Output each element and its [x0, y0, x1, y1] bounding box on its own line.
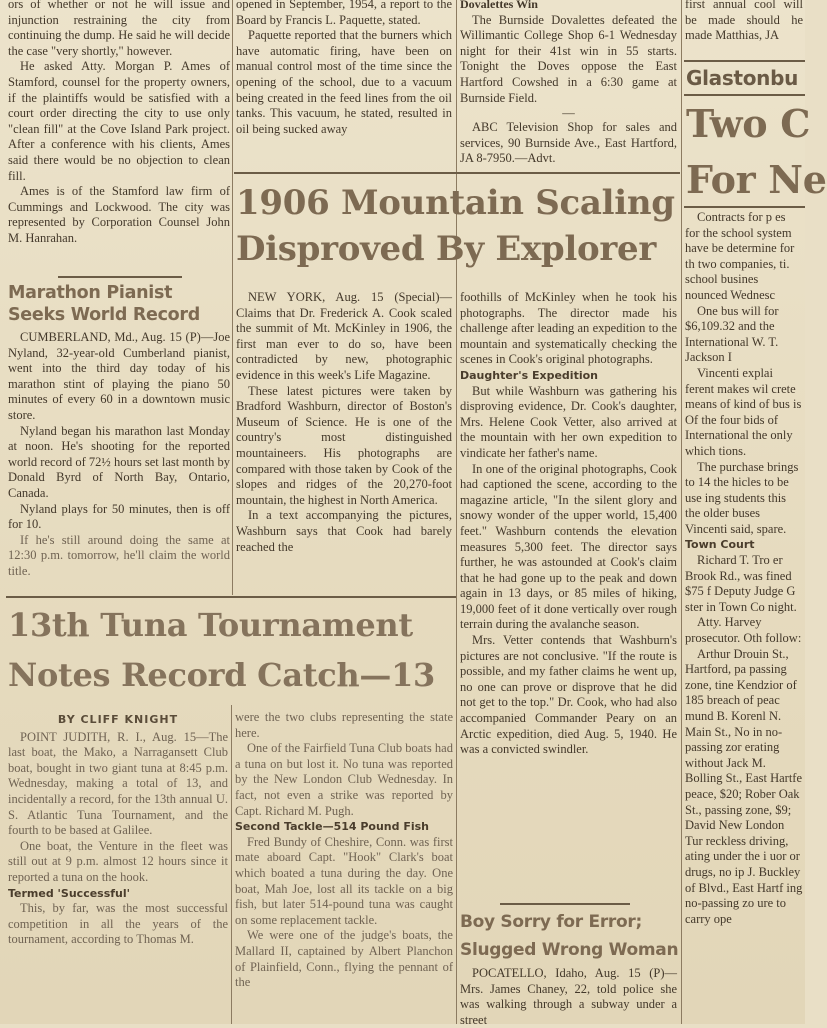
- section-rule: [234, 172, 680, 174]
- column-rule: [681, 0, 682, 1024]
- mountain-headline-line1: 1906 Mountain Scaling: [236, 183, 675, 223]
- story-paragraph: In a text accompanying the pictures, Washburn says that Cook had barely reached the: [236, 508, 452, 554]
- mountain-headline: [236, 180, 680, 272]
- mountain-story-left: [236, 290, 452, 592]
- column-rule: [232, 0, 233, 595]
- story-paragraph: POCATELLO, Idaho, Aug. 15 (P)—Mrs. James Chaney, 22, told police she was walking through a subway under a street: [460, 966, 677, 1027]
- tuna-headline: [8, 600, 454, 700]
- boy-story: [460, 966, 677, 1027]
- story-paragraph: CUMBERLAND, Md., Aug. 15 (P)—Joe Nyland, 32-year-old Cumberland pianist, went into the third day today of his marathon stint of playing the piano 50 minutes of every 60 in a downtown music store.: [8, 330, 230, 422]
- story-paragraph: This, by far, was the most successful competition in all the years of the tournament, according to Thomas M.: [8, 901, 228, 947]
- tuna-story-left: [8, 710, 228, 1024]
- story-paragraph: Ames is of the Stamford law firm of Cummings and Lockwood. The city was represented by Corporation Counsel John M. Hanrahan.: [8, 184, 230, 245]
- story-paragraph: But while Washburn was gathering his disproving evidence, Dr. Cook's daughter, Mrs. Helene Cook Vetter, also arrived at the mountain with her own expedition to vindicate her father's name.: [460, 383, 677, 460]
- column1-top-story: [8, 0, 230, 275]
- separator-dash: —: [562, 106, 575, 121]
- section-rule: [500, 903, 630, 905]
- marathon-headline-text: Marathon Pianist Seeks World Record: [8, 283, 200, 325]
- story-paragraph: Atty. Harvey prosecutor. Oth follow:: [685, 615, 802, 646]
- advertisement: ABC Television Shop for sales and services, 90 Burnside Ave., East Hartford, JA 8-7950.—Advt.: [460, 120, 677, 166]
- story-paragraph: first annual cool will be made should he made Matthias, JA: [685, 0, 803, 43]
- column-rule: [456, 0, 457, 1024]
- dovalettes-subhead: Dovalettes Win: [460, 0, 538, 11]
- story-paragraph: We were one of the judge's boats, the Mallard II, captained by Albert Planchon of Plainfield, Conn., flying the pennant of the: [235, 928, 453, 990]
- story-paragraph: Nyland began his marathon last Monday at noon. He's shooting for the reported world record of 72½ hours set last month by Donald Byrd of North Bay, Ontario, Canada.: [8, 423, 230, 500]
- glastonbury-heading: [686, 64, 805, 92]
- marathon-headline: [8, 282, 230, 326]
- story-paragraph: The purchase brings to 14 the hicles to be use ing students this the older buses Vincenti said, spare.: [685, 459, 799, 536]
- column-rule: [231, 705, 232, 1024]
- story-paragraph: In one of the original photographs, Cook had captioned the scene, according to the magazine article, "In the silent glory and snowy wonder of the upper world, 15,400 feet." Washburn contends the elevation measures 5,300 feet. The director says further, he was astounded at Cook's claim that he had gone up to the peak and down again in 13 days, or 85 miles of hiking, 19,000 feet of it done vertically over rough terrain during the avalanche season.: [460, 461, 677, 632]
- story-paragraph: NEW YORK, Aug. 15 (Special)—Claims that Dr. Frederick A. Cook scaled the summit of Mt. McKinley in 1906, the first man ever to do so, have been contradicted by new, photographic evidence in this week's Life Magazine.: [236, 290, 452, 382]
- right-column-story: [685, 210, 803, 1024]
- town-court-subhead: Town Court: [685, 538, 755, 552]
- story-paragraph: foothills of McKinley when he took his photographs. The director made his challenge after leading an expedition to the mountain and systematically checking the scenes in Cook's original photographs.: [460, 290, 677, 367]
- right-headline-line2: For Ne: [686, 157, 827, 202]
- story-paragraph: Contracts for p es for the school system have be determine for th two companies, ti. school busines nounced Wednesc: [685, 210, 795, 302]
- daughter-subhead: Daughter's Expedition: [460, 368, 598, 382]
- story-paragraph: The Burnside Dovalettes defeated the Willimantic College Shop 6-1 Wednesday night for their 41st win in 55 starts. Tonight the Doves oppose the East Hartford Cowshed in a 6:30 game at Burnside Field.: [460, 12, 677, 105]
- right-column-headline: [686, 96, 827, 208]
- story-paragraph: Paquette reported that the burners which have automatic firing, have been on manual control most of the time since the opening of the school, due to a vacuum being created in the feed lines from the oil tanks. This vacuum, he stated, resulted in oil being sucked away: [236, 28, 452, 136]
- story-paragraph: Arthur Drouin St., Hartford, pa passing zone, tine Kendzior of 185 breach of peac mund B. Korenl N. Main St., No in no-passing zor erating without Jack M. Bolling St., East Hartfe peace, $20; Rober Oak St., passing zone, $9; David New London Tur reckless driving, ating under the i uor or drugs, no ip J. Buckley of Blvd., East Hartf ing no-passing zo ure to carry ope: [685, 646, 803, 926]
- story-paragraph: Fred Bundy of Cheshire, Conn. was first mate aboard Capt. "Hook" Clark's boat which boated a tuna during the day. One boat, Mah Joe, lost all its tackle on a big fish, but later 514-pound tuna was caught on some replacement tackle.: [235, 834, 453, 927]
- column2-top-story: [236, 0, 452, 167]
- tuna-byline: BY CLIFF KNIGHT: [57, 713, 179, 726]
- column-divider: [58, 276, 182, 278]
- mountain-headline-line2: Disproved By Explorer: [236, 229, 656, 269]
- section-rule: [684, 60, 805, 62]
- tuna-headline-line1: 13th Tuna Tournament: [8, 606, 413, 644]
- story-paragraph: Vincenti explai ferent makes wil crete means of kind of bus is Of the four bids of International the only which tions.: [685, 365, 802, 458]
- story-paragraph: opened in September, 1954, a report to the Board by Francis L. Paquette, stated.: [236, 0, 452, 27]
- dovalettes-story: [460, 0, 677, 169]
- marathon-story: [8, 330, 230, 592]
- story-paragraph: Mrs. Vetter contends that Washburn's pictures are not conclusive. "If the route is possible, and my father claims he went up, no one can prove or disprove that he did not get to the top." Dr. Cook, who had also accompanied Commander Peary on an Arctic expedition, died Aug. 5, 1940. He was a convicted swindler.: [460, 633, 677, 757]
- story-paragraph: One boat, the Venture in the fleet was still out at 9 p.m. almost 12 hours since it reported a tuna on the hook.: [8, 838, 228, 884]
- story-paragraph: Richard T. Tro er Brook Rd., was fined $75 f Deputy Judge G ster in Town Co night.: [685, 553, 797, 614]
- story-paragraph: He asked Atty. Morgan P. Ames of Stamford, counsel for the property owners, if the plaintiffs would be satisfied with a court order directing the city to use only "clean fill" at the Cove Island Park project. After a conference with his clients, Ames said there would be no objection to clean fill.: [8, 59, 230, 183]
- boy-headline-line1: Boy Sorry for Error;: [460, 912, 642, 932]
- right-headline-line1: Two C: [686, 101, 811, 146]
- boy-headline: [460, 908, 680, 964]
- story-paragraph: POINT JUDITH, R. I., Aug. 15—The last boat, the Mako, a Narragansett Club boat, bought in two giant tuna at 8:45 p.m. Wednesday, making a total of 13, and incidentally a record, for the 13th annual U. S. Atlantic Tuna Tournament, and the fourth to be based at Galilee.: [8, 729, 228, 838]
- story-paragraph: were the two clubs representing the state here.: [235, 710, 453, 740]
- story-paragraph: If he's still around doing the same at 12:30 p.m. tomorrow, he'll claim the world title.: [8, 532, 230, 578]
- right-column-top: [685, 0, 803, 55]
- boy-headline-line2: Slugged Wrong Woman: [460, 940, 679, 960]
- story-paragraph: These latest pictures were taken by Bradford Washburn, director of Boston's Museum of Science. He is one of the country's most distinguished mountaineers. His photographs are compared with those taken by Cook of the slopes and ridges of the 20,270-foot mountain, the highest in North America.: [236, 383, 452, 507]
- section-rule: [684, 206, 805, 208]
- second-tackle-subhead: Second Tackle—514 Pound Fish: [235, 820, 430, 834]
- mountain-story-right: [460, 290, 677, 902]
- termed-successful-subhead: Termed 'Successful': [8, 886, 131, 900]
- story-paragraph: One of the Fairfield Tuna Club boats had a tuna on but lost it. No tuna was reported by the New London Club Wednesday. In fact, not even a strike was reported by Capt. Richard M. Pugh.: [235, 741, 453, 818]
- section-rule: [6, 596, 456, 598]
- story-paragraph: Nyland plays for 50 minutes, then is off for 10.: [8, 501, 230, 532]
- tuna-headline-line2: Notes Record Catch—13: [8, 656, 436, 694]
- tuna-story-right: [235, 710, 453, 1024]
- glastonbury-heading-text: Glastonbu: [686, 66, 799, 90]
- story-paragraph: ors of whether or not he will issue and injunction restraining the city from continuing the dump. He said he will decide the case "very shortly," however.: [8, 0, 230, 58]
- story-paragraph: One bus will for $6,109.32 and the International W. T. Jackson I: [685, 303, 779, 365]
